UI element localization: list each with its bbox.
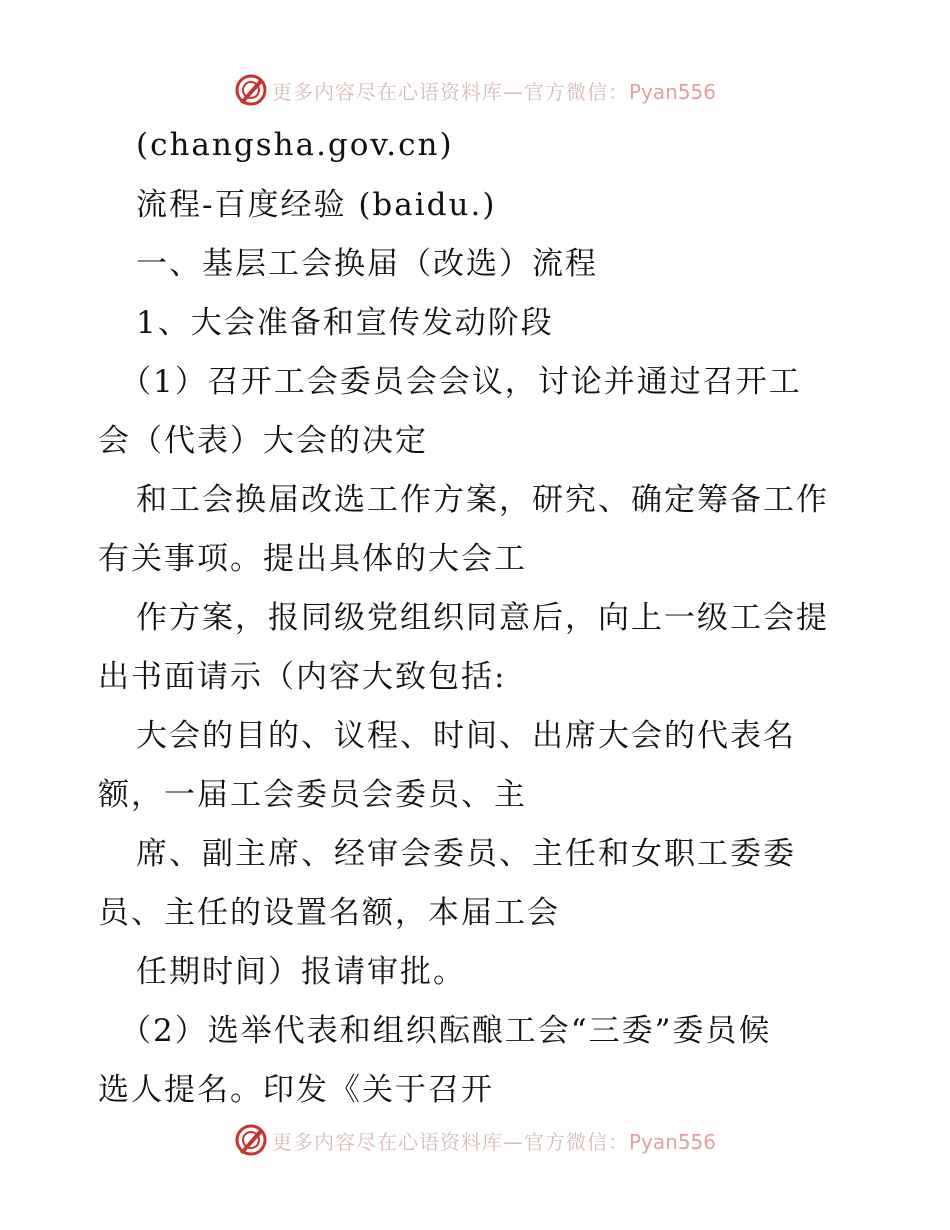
text-line: 大会的目的、议程、时间、出席大会的代表名: [136, 718, 796, 754]
text-line: 会（代表）大会的决定: [98, 423, 428, 459]
text-line: 一、基层工会换届（改选）流程: [136, 246, 598, 282]
watermark-handle: Pyan556: [628, 79, 716, 104]
text-line: （1）召开工会委员会会议，讨论并通过召开工: [120, 364, 802, 400]
watermark-label: 更多内容尽在心语资料库—官方微信：: [271, 79, 629, 104]
text-line: 有关事项。提出具体的大会工: [98, 541, 527, 577]
watermark-text: [272, 1126, 716, 1155]
text-line: 出书面请示（内容大致包括:: [98, 659, 507, 695]
watermark-handle: Pyan556: [628, 1129, 716, 1154]
watermark-label: 更多内容尽在心语资料库—官方微信：: [271, 1129, 629, 1154]
watermark-text: [272, 76, 716, 105]
text-line: （2）选举代表和组织酝酿工会“三委”委员候: [120, 1013, 772, 1049]
text-line: 额，一届工会委员会委员、主: [98, 777, 527, 813]
pen-logo-icon: [234, 1123, 268, 1157]
text-line: 选人提名。印发《关于召开: [98, 1072, 494, 1108]
text-line: 员、主任的设置名额，本届工会: [98, 895, 560, 931]
text-line: 席、副主席、经审会委员、主任和女职工委委: [136, 836, 796, 872]
pen-logo-icon: [234, 73, 268, 107]
text-line: 作方案，报同级党组织同意后，向上一级工会提: [136, 600, 829, 636]
watermark-header: [0, 70, 950, 110]
text-line: 1、大会准备和宣传发动阶段: [136, 305, 554, 341]
text-line: 流程-百度经验 (baidu.): [136, 187, 497, 223]
text-line: 和工会换届改选工作方案，研究、确定筹备工作: [136, 482, 829, 518]
watermark-footer: [0, 1120, 950, 1160]
text-line: (changsha.gov.cn): [136, 127, 454, 163]
text-line: 任期时间）报请审批。: [136, 954, 466, 990]
